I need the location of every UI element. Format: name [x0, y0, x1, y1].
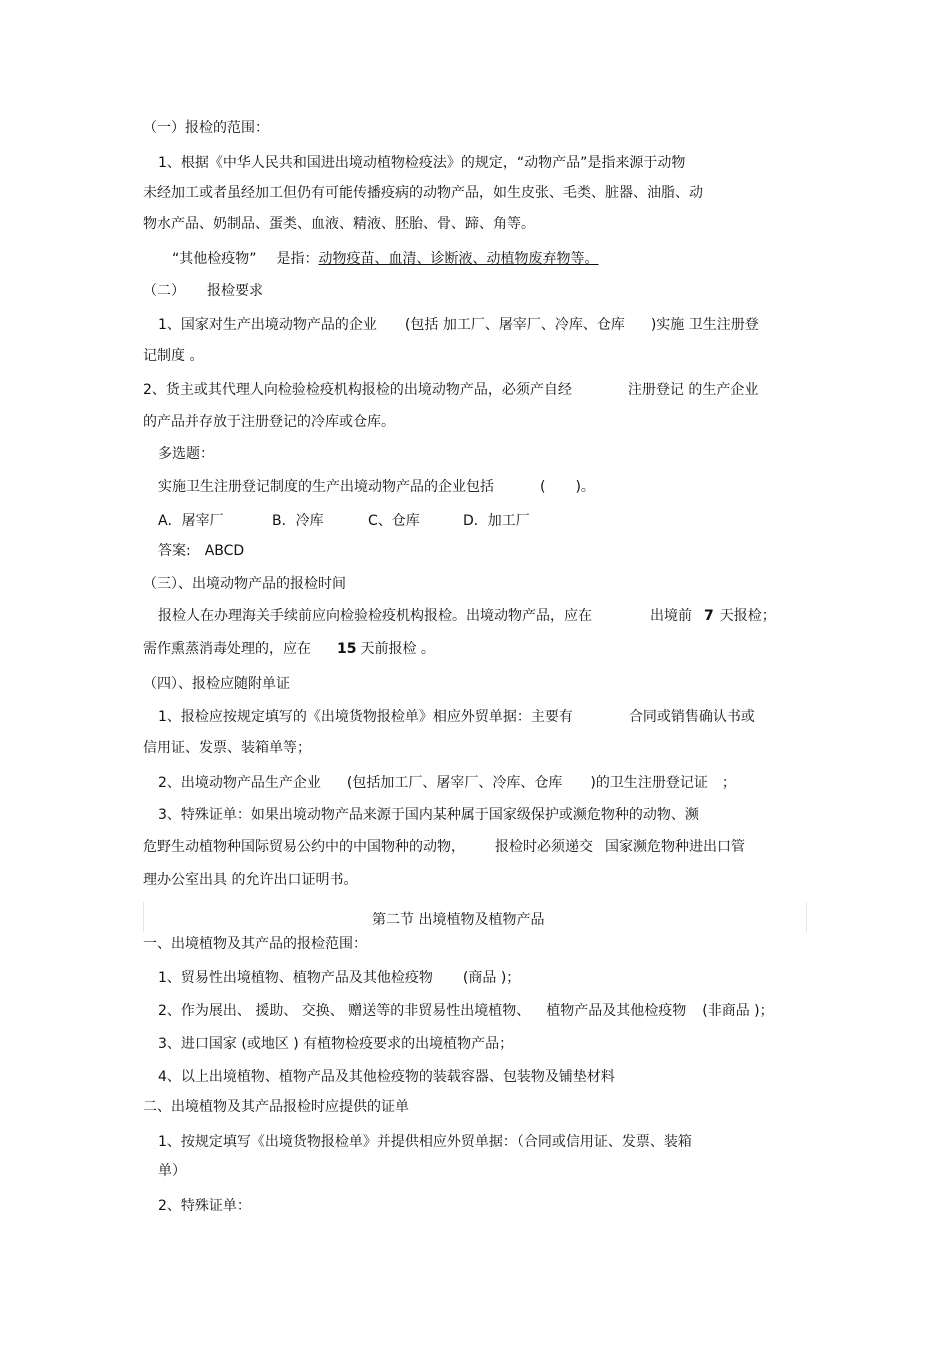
paragraph-line [158, 315, 759, 335]
text-segment: 危野生动植物种国际贸易公约中的中国物种的动物， [143, 839, 465, 855]
option-c: C、仓库 [368, 513, 420, 529]
text-segment: 天前报检 。 [360, 641, 435, 657]
paragraph-line [143, 639, 435, 659]
paragraph-line [143, 380, 758, 400]
paragraph-line [158, 773, 736, 793]
title-rule-left [143, 902, 144, 932]
list-item: 4、以上出境植物、植物产品及其他检疫物的装载容器、包装物及铺垫材料 [158, 1069, 615, 1085]
text-segment: 报检时必须递交 [495, 839, 593, 855]
text-segment: 1、报检应按规定填写的《出境货物报检单》相应外贸单据：主要有 [158, 709, 573, 725]
section-heading-requirements [143, 281, 263, 301]
text-segment: 植物产品及其他检疫物 [546, 1003, 687, 1019]
list-item: 1、按规定填写《出境货物报检单》并提供相应外贸单据：（合同或信用证、发票、装箱 [158, 1134, 692, 1150]
text-segment: 2、作为展出、 援助、 交换、 赠送等的非贸易性出境植物、 [158, 1003, 531, 1019]
answer-value: ABCD [204, 543, 245, 559]
paragraph-line: 3、特殊证单：如果出境动物产品来源于国内某种属于国家级保护或濒危物种的动物、濒 [158, 807, 699, 823]
text-segment: 1、国家对生产出境动物产品的企业 [158, 317, 377, 333]
paragraph-line: 1、根据《中华人民共和国进出境动植物检疫法》的规定，“动物产品”是指来源于动物 [158, 155, 686, 171]
text-segment: 2、货主或其代理人向检验检疫机构报检的出境动物产品，必须产自经 [143, 382, 572, 398]
paragraph-line: 物水产品、奶制品、蛋类、血液、精液、胚胎、骨、蹄、角等。 [143, 216, 535, 232]
paragraph-line: 未经加工或者虽经加工但仍有可能传播疫病的动物产品，如生皮张、毛类、脏器、油脂、动 [143, 185, 703, 201]
underlined-definition: 动物疫苗、血清、诊断液、动植物废弃物等。 [318, 251, 599, 267]
text-segment: 出境前 [650, 608, 692, 624]
option-a: A．屠宰厂 [158, 513, 224, 529]
text-segment: (商品 )； [462, 970, 521, 986]
bold-number: 15 [337, 641, 357, 657]
list-item: 2、特殊证单： [158, 1198, 251, 1214]
section-heading-scope: （一）报检的范围： [143, 120, 269, 136]
option-d: D．加工厂 [463, 513, 530, 529]
text-segment: ； [721, 775, 736, 791]
section-heading-documents: （四）、报检应随附单证 [143, 676, 290, 692]
paragraph-line [172, 249, 623, 269]
answer-label: 答案: [158, 543, 191, 559]
paragraph-line: 理办公室出具 的允许出口证明书。 [143, 872, 358, 888]
text-segment: (包括加工厂、屠宰厂、冷库、仓库 [346, 775, 563, 791]
paragraph-line [143, 837, 745, 857]
section-heading-timing: （三）、出境动物产品的报检时间 [143, 576, 346, 592]
list-item: 3、进口国家 (或地区 ) 有植物检疫要求的出境植物产品； [158, 1036, 514, 1052]
list-item [158, 1001, 774, 1021]
text-segment: 天报检； [719, 608, 776, 624]
answer-line [158, 541, 244, 561]
paragraph-line [158, 606, 776, 626]
text-segment: 国家濒危物种进出口管 [605, 839, 745, 855]
text-segment: 1、贸易性出境植物、植物产品及其他检疫物 [158, 970, 433, 986]
blank-open: ( [540, 479, 546, 495]
blank-close: )。 [575, 479, 595, 495]
paragraph-line [158, 707, 755, 727]
text-segment: )实施 卫生注册登 [650, 317, 759, 333]
text-segment: 合同或销售确认书或 [628, 709, 755, 725]
text-segment: (包括 加工厂、屠宰厂、冷库、仓库 [404, 317, 625, 333]
option-b: B．冷库 [272, 513, 324, 529]
list-item-continuation: 单） [158, 1163, 186, 1179]
bold-number: 7 [704, 608, 714, 624]
text-segment: (非商品 )； [702, 1003, 774, 1019]
term-other-quarantine: “其他检疫物” [172, 251, 257, 267]
section-heading-plant-docs: 二、出境植物及其产品报检时应提供的证单 [143, 1099, 409, 1115]
text-segment: 注册登记 的生产企业 [627, 382, 759, 398]
question-type-label: 多选题： [158, 446, 214, 462]
paragraph-line: 信用证、发票、装箱单等； [143, 740, 311, 756]
section-heading-plant-scope: 一、出境植物及其产品的报检范围： [143, 936, 367, 952]
text-segment: 需作熏蒸消毒处理的，应在 [143, 641, 311, 657]
paragraph-line: 记制度 。 [143, 348, 204, 364]
text-segment: 报检人在办理海关手续前应向检验检疫机构报检。出境动物产品，应在 [158, 608, 592, 624]
title-rule-right [806, 902, 807, 932]
list-item [158, 968, 520, 988]
text-segment: 2、出境动物产品生产企业 [158, 775, 321, 791]
text-segment: 实施卫生注册登记制度的生产出境动物产品的企业包括 [158, 479, 494, 495]
heading-text: 报检要求 [207, 283, 263, 299]
heading-number: （二） [143, 283, 185, 299]
text-segment: 是指： [276, 251, 319, 267]
section-title: 第二节 出境植物及植物产品 [372, 912, 545, 928]
text-segment: )的卫生注册登记证 [590, 775, 708, 791]
paragraph-line: 的产品并存放于注册登记的冷库或仓库。 [143, 414, 395, 430]
question-stem [158, 477, 595, 497]
